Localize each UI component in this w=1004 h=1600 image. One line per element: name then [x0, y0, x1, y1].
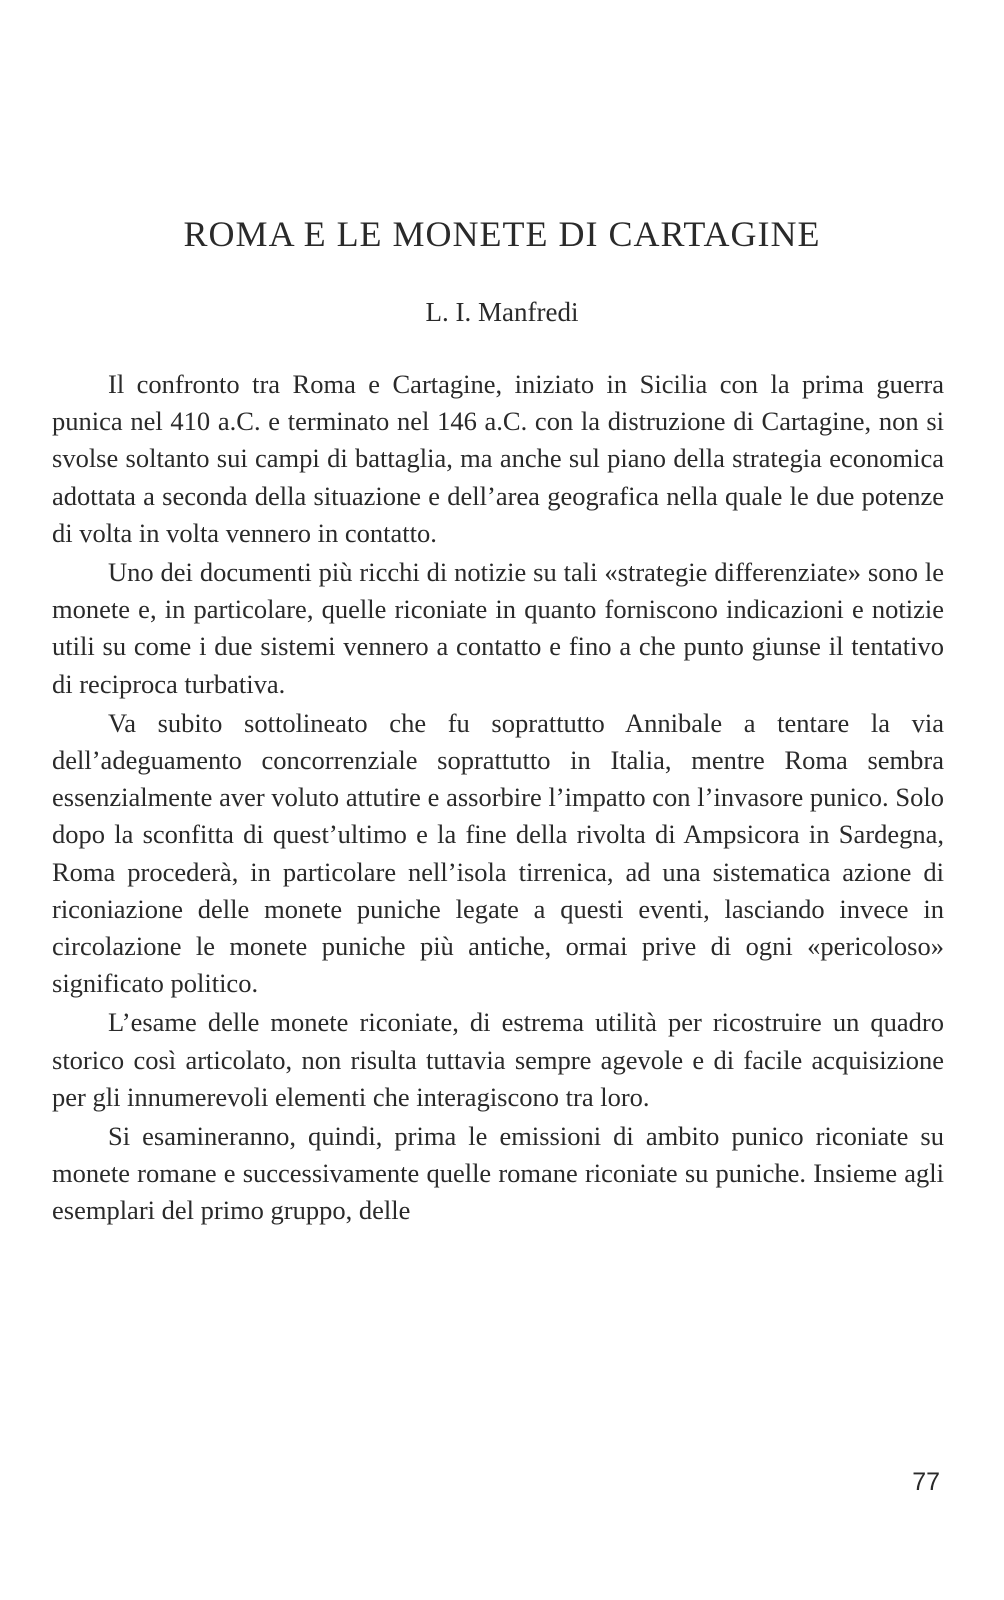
author-name: L. I. Manfredi	[425, 297, 579, 327]
page-title: ROMA E LE MONETE DI CARTAGINE	[183, 214, 821, 254]
paragraph-3: Va subito sottolineato che fu soprattutto Annibale a tentare la via dell’adeguamento concorrenziale soprattutto in Italia, mentre Roma sembra essenzialmente aver voluto attutire e assorbire l’impatto con l’invasore punico. Solo dopo la sconfitta di quest’ultimo e la fine della rivolta di Ampsicora in Sardegna, Roma procederà, in particolare nell’isola tirrenica, ad una sistematica azione di riconiazione delle monete puniche legate a questi eventi, lasciando invece in circolazione le monete puniche più antiche, ormai prive di ogni «pericoloso» significato politico.	[52, 707, 944, 999]
paragraph-4: L’esame delle monete riconiate, di estrema utilità per ricostruire un quadro storico così articolato, non risulta tuttavia sempre agevole e di facile acquisizione per gli innumerevoli elementi che interagiscono tra loro.	[52, 1007, 944, 1112]
body-text	[52, 366, 944, 1232]
paragraph-2: Uno dei documenti più ricchi di notizie su tali «strategie differenziate» sono le monete e, in particolare, quelle riconiate in quanto forniscono indicazioni e notizie utili su come i due sistemi vennero a contatto e fino a che punto giunse il tentativo di reciproca turbativa.	[52, 557, 944, 699]
paragraph-1: Il confronto tra Roma e Cartagine, iniziato in Sicilia con la prima guerra punica nel 410 a.C. e terminato nel 146 a.C. con la distruzione di Cartagine, non si svolse soltanto sui campi di battaglia, ma anche sul piano della strategia economica adottata a seconda della situazione e dell’area geografica nella quale le due potenze di volta in volta vennero in contatto.	[52, 369, 944, 548]
page-number: 77	[912, 1468, 940, 1496]
paragraph-5: Si esamineranno, quindi, prima le emissioni di ambito punico riconiate su monete romane e successivamente quelle romane riconiate su puniche. Insieme agli esemplari del primo gruppo, delle	[52, 1121, 944, 1226]
